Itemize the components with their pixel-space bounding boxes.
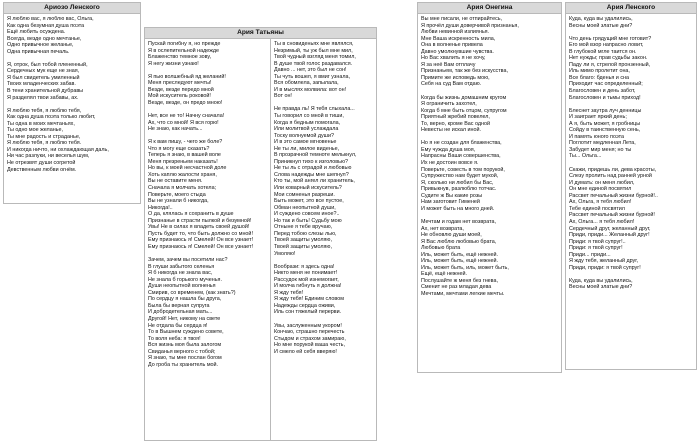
lyrics-text-right: Ты в сновиденьях мне являлся, Незримый, ты уж был мне мил, Твой чудный взгляд меня томил, В душе твой голос раздавался. Давно ... нет, это был не сон! Ты чуть вошел, я вмиг узнала, Вся обомлела, запылала, И в мыслях молвила: вот он! Вот он! Не правда ль! Я тебя слыхала... Ты говорил со мной в тиши, Когда я бедным помогала, Или молитвой услаждала Тоску волнуемой души? И в это самое мгновенье Не ты ли, милое виденье, В прозрачной темноте мелькнул, Приникнул тихо к изголовью? Не ты ль с отрадой и любовью Слова надежды мне шепнул? Кто ты, мой ангел ли хранитель, Или коварный искуситель? Мои сомненья разреши. Быть может, это все пустое, Обман неопытной души, И суждено совсем иное?.. Но так и быть! Судьбу мою Отныне я тебе вручаю, Перед тобою слезы лью, Твоей защиты умоляю, Твоей защиты умоляю, Умоляю! Вообрази: я здесь одна! Никто меня не понимает! Рассудок мой изнемогает, И молча гибнуть я должна! Я жду тебя! Я жду тебя! Единим словом Надежды сердца оживи, Иль сон тяжелый перерви. Увы, заслуженным укором! Кончаю, страшно перечесть Стыдом и страхом замираю, Но мне порукой ваша честь, И смело ей себя вверяю!: [274, 41, 357, 355]
panel-onegin-aria: [417, 2, 562, 373]
lyrics-text-left: Пускай погибну я, но прежде Я в ослепительной надежде Блаженство темное зову, Я негу жизни узнаю! Я пью волшебный яд желаний! Меня преследуют мечты! Везде, везде передо мной Мой искуситель роковой! Везде, везде, он предо мною! Нет, все не то! Начну сначала! Ах, что со мной! Я вся горю! Не знаю, как начать... Я к вам пишу, - чего же боле? Что я могу еще сказать? Теперь я знаю, в вашей воле Меня презреньем наказать! Но вы, к моей несчастной доле Хоть каплю жалости храня, Вы не оставите меня. Сначала я молчать хотела; Поверьте, моего стыда Вы не узнали б никогда, Никогда!.. О да, клялась я сохранить в душе Признанье в страсти пылкой и безумной! Увы! Не в силах я владеть своей душой! Пусть будет то, что быть должно со мной! Ему признаюсь я! Смелей! Он все узнает! Ему признаюсь я! Смелей! Он все узнает! Зачем, зачем вы посетили нас? В глуши забытого селенья Я б никогда не знала вас, Не знала б горького мученья. Души неопытной волненья Смирив, со временем, (как знать?) По сердцу я нашла бы друга, Была бы верная супруга И добродетельная мать... Другой! Нет, никому на свете Не отдала бы сердца я! То в Вышнем суждено совете, То воля неба: я твоя! Вся жизнь моя была залогом Свиданья верного с тобой; Я знаю, ты мне послан богом До гроба ты хранитель мой.: [148, 41, 254, 368]
panel-lensky-arioso: [3, 2, 141, 204]
lyrics-text: Я люблю вас, я люблю вас, Ольга, Как одна безумная душа поэта Ещё любить осуждена. Всегда, везде одно мечтанье, Одно привычное желанье, Одна привычная печаль. Я, отрок, был тобой плененный, Сердечных мук еще не зная, Я был свидетель умиленный Твоих младенческих забав. В тени хранительной дубравы Я разделял твои забавы, ах. Я люблю тебя, я люблю тебя, Как одна душа поэта только любит, Ты одна в моих мечтаньях, Ты одно мое желанье, Ты мне радость и страданье, Я люблю тебя, я люблю тебя. И никогда ничто, ни охлаждающая даль, Ни час разлуки, ни веселья шум, Не отрезвят души согретой Девственным любви огнём.: [7, 16, 109, 173]
panel-tatiana-aria: [144, 27, 377, 441]
panel-title: Ария Онегина: [418, 3, 561, 14]
column-divider: [270, 39, 271, 440]
panel-title: Ариозо Ленского: [4, 3, 140, 14]
panel-title: Ария Ленского: [566, 3, 696, 14]
lyrics-text: Вы мне писали, не отпирайтесь, Я прочёл души доверчивой признанья, Любви невинной излиянья. Мне Ваша искренность мила, Она в волненье привела Давно умолкнувшие чувства. Но Вас хвалить я не хочу, Я за неё Вам отплачу Признаньем, так же без искусства, Примите же исповедь мою, Себя на суд Вам отдаю. Когда бы жизнь домашним кругом Я ограничить захотел, Когда б мне быть отцом, супругом Приятный жребий повелел, То, верно, кроме Вас одной Невесты не искал иной. Но я не создан для блаженства, Ему чужда душа моя, Напрасны Ваши совершенства, Их не достоин вовсе я. Поверьте, совесть в том порукой, Супружество нам будет мукой, Я, сколько ни любил бы Вас, Привыкнув, разлюблю тотчас. Судите ж Вы какие розы Нам заготовит Гименей И может быть на много дней. Мечтам и годам нет возврата, Ах, нет возврата, Не обновлю души моей, Я Вас люблю любовью брата, Любовью брата Иль, может быть, ещё нежней. Иль, может быть, ещё нежней. Иль, может быть, иль, может быть, Ещё, ещё нежней. Послушайте ж меня без гнева, Сменит не раз младая дева Мечтами, мечтами легкие мечты.: [421, 16, 519, 297]
panel-lensky-aria: [565, 2, 697, 370]
lyrics-text: Куда, куда вы удалились, Весны моей златые дни? Что день грядущий мне готовит? Его мой взор напрасно ловит, В глубокой мгле таится он. Нет нужды; прав судьбы закон. Паду ли я, стрелой пронзенный, Иль мимо пролетит она, Все благо: бденья и сна Приходит час определенный; Благословен и день забот, Благословен и тьмы приход! Блеснет заутра луч денницы И заиграет яркий день; А я, быть может, я гробницы Сойду в таинственную сень, И память юного поэта Поглотит медленная Лета, Забудет мир меня; но ты Ты... Ольга... Скажи, придешь ли, дева красоты, Слезу пролить над ранней урной И думать: он меня любил, Он мне единой посвятил Рассвет печальный жизни бурной!.. Ах, Ольга, я тебя любил! Тебе единой посвятил Рассвет печальный жизни бурной! Ах, Ольга... я тебя любил! Сердечный друг, желанный друг, Приди, приди... Желанный друг! Приди: я твой супруг!.. Приди: я твой супруг! Приди... приди... Я жду тебя, желанный друг, Приди, приди: я твой супруг! Куда, куда вы удалились, Весны моей златые дни?: [569, 16, 658, 291]
panel-title: Ария Татьяны: [145, 28, 376, 39]
